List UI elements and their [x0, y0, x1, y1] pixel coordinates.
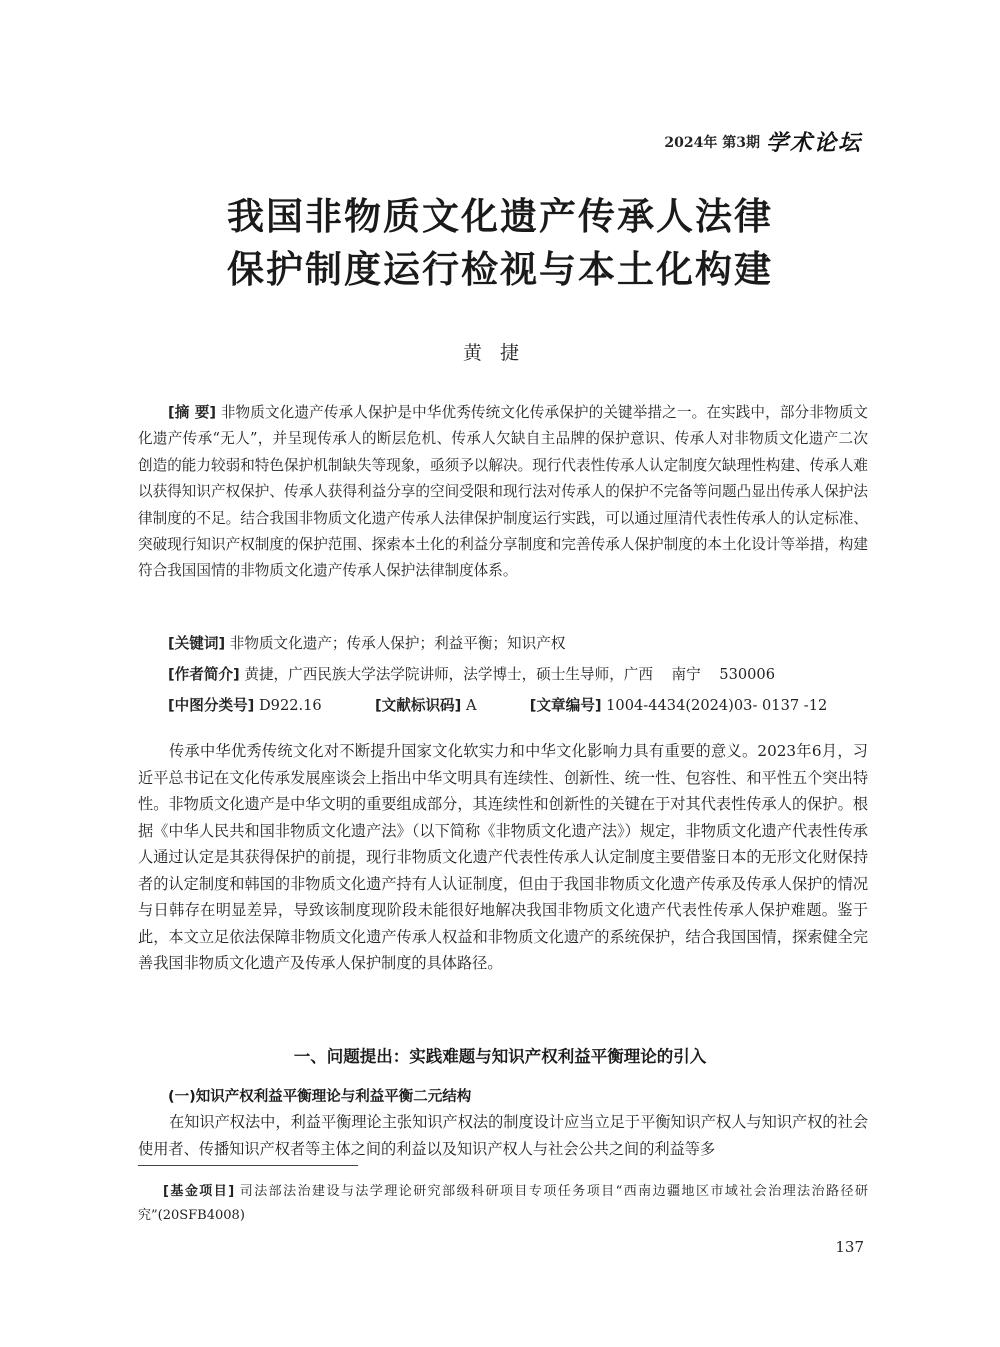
classification-line — [168, 694, 827, 715]
footnote-text: 司法部法治建设与法学理论研究部级科研项目专项任务项目“西南边疆地区市域社会治理法治路径研究”(20SFB4008) — [138, 1184, 868, 1223]
intro-paragraph: 传承中华优秀传统文化对不断提升国家文化软实力和中华文化影响力具有重要的意义。2023年6月，习近平总书记在文化传承发展座谈会上指出中华文明具有连续性、创新性、统一性、包容性、和平性五个突出特性。非物质文化遗产是中华文明的重要组成部分，其连续性和创新性的关键在于对其代表性传承人的保护。根据《中华人民共和国非物质文化遗产法》（以下简称《非物质文化遗产法》）规定，非物质文化遗产代表性传承人通过认定是其获得保护的前提，现行非物质文化遗产代表性传承人认定制度主要借鉴日本的无形文化财保持者的认定制度和韩国的非物质文化遗产持有人认证制度，但由于我国非物质文化遗产传承及传承人保护的情况与日韩存在明显差异，导致该制度现阶段未能很好地解决我国非物质文化遗产代表性传承人保护难题。鉴于此，本文立足依法保障非物质文化遗产传承人权益和非物质文化遗产的系统保护，结合我国国情，探索健全完善我国非物质文化遗产及传承人保护制度的具体路径。 — [138, 742, 868, 972]
doc-code-label: [文献标识码] — [375, 697, 462, 714]
subsection-paragraph: 在知识产权法中，利益平衡理论主张知识产权法的制度设计应当立足于平衡知识产权人与知识产权的社会使用者、传播知识产权者等主体之间的利益以及知识产权人与社会公共之间的利益等多 — [138, 1113, 868, 1158]
issue-label: 2024年 第3期 — [664, 134, 760, 151]
section-heading: 一、问题提出：实践难题与知识产权利益平衡理论的引入 — [293, 1047, 707, 1066]
keywords-text: 非物质文化遗产；传承人保护；利益平衡；知识产权 — [229, 635, 566, 652]
clc-value: D922.16 — [258, 697, 322, 714]
author-bio — [168, 663, 775, 684]
page-number: 137 — [835, 1238, 864, 1256]
abstract-text: 非物质文化遗产传承人保护是中华优秀传统文化传承保护的关键举措之一。在实践中，部分非物质文化遗产传承“无人”，并呈现传承人的断层危机、传承人欠缺自主品牌的保护意识、传承人对非物质文化遗产二次创造的能力较弱和特色保护机制缺失等现象，亟须予以解决。现行代表性传承人认定制度欠缺理性构建、传承人难以获得知识产权保护、传承人获得利益分享的空间受限和现行法对传承人的保护不完备等问题凸显出传承人保护法律制度的不足。结合我国非物质文化遗产传承人法律保护制度运行实践，可以通过厘清代表性传承人的认定标准、突破现行知识产权制度的保护范围、探索本土化的利益分享制度和完善传承人保护制度的本土化设计等举措，构建符合我国国情的非物质文化遗产传承人保护法律制度体系。 — [138, 404, 868, 580]
running-head — [664, 126, 862, 157]
keywords — [168, 632, 565, 653]
article-number-label: [文章编号] — [529, 697, 602, 714]
title-line-1: 我国非物质文化遗产传承人法律 — [227, 195, 773, 238]
footnote-divider — [138, 1165, 358, 1166]
title-line-2: 保护制度运行检视与本土化构建 — [227, 248, 773, 291]
subsection-body — [138, 1109, 868, 1162]
intro-section — [138, 738, 868, 977]
journal-logo: 学术论坛 — [765, 130, 862, 156]
abstract-label: [摘 要] — [168, 404, 217, 421]
subsection-heading: (一)知识产权利益平衡理论与利益平衡二元结构 — [168, 1089, 472, 1105]
abstract — [138, 400, 868, 585]
author-name: 黄捷 — [462, 342, 537, 364]
article-title — [100, 190, 900, 296]
author-bio-text: 黄捷，广西民族大学法学院讲师，法学博士，硕士生导师，广西 南宁 530006 — [244, 666, 775, 683]
author-bio-label: [作者简介] — [168, 666, 240, 683]
clc-label: [中图分类号] — [168, 697, 255, 714]
doc-code-value: A — [465, 697, 477, 714]
footnote-label: [基金项目] — [163, 1184, 235, 1199]
article-number-value: 1004-4434(2024)03- 0137 -12 — [606, 697, 828, 714]
footnote — [138, 1180, 868, 1228]
keywords-label: [关键词] — [168, 635, 226, 652]
